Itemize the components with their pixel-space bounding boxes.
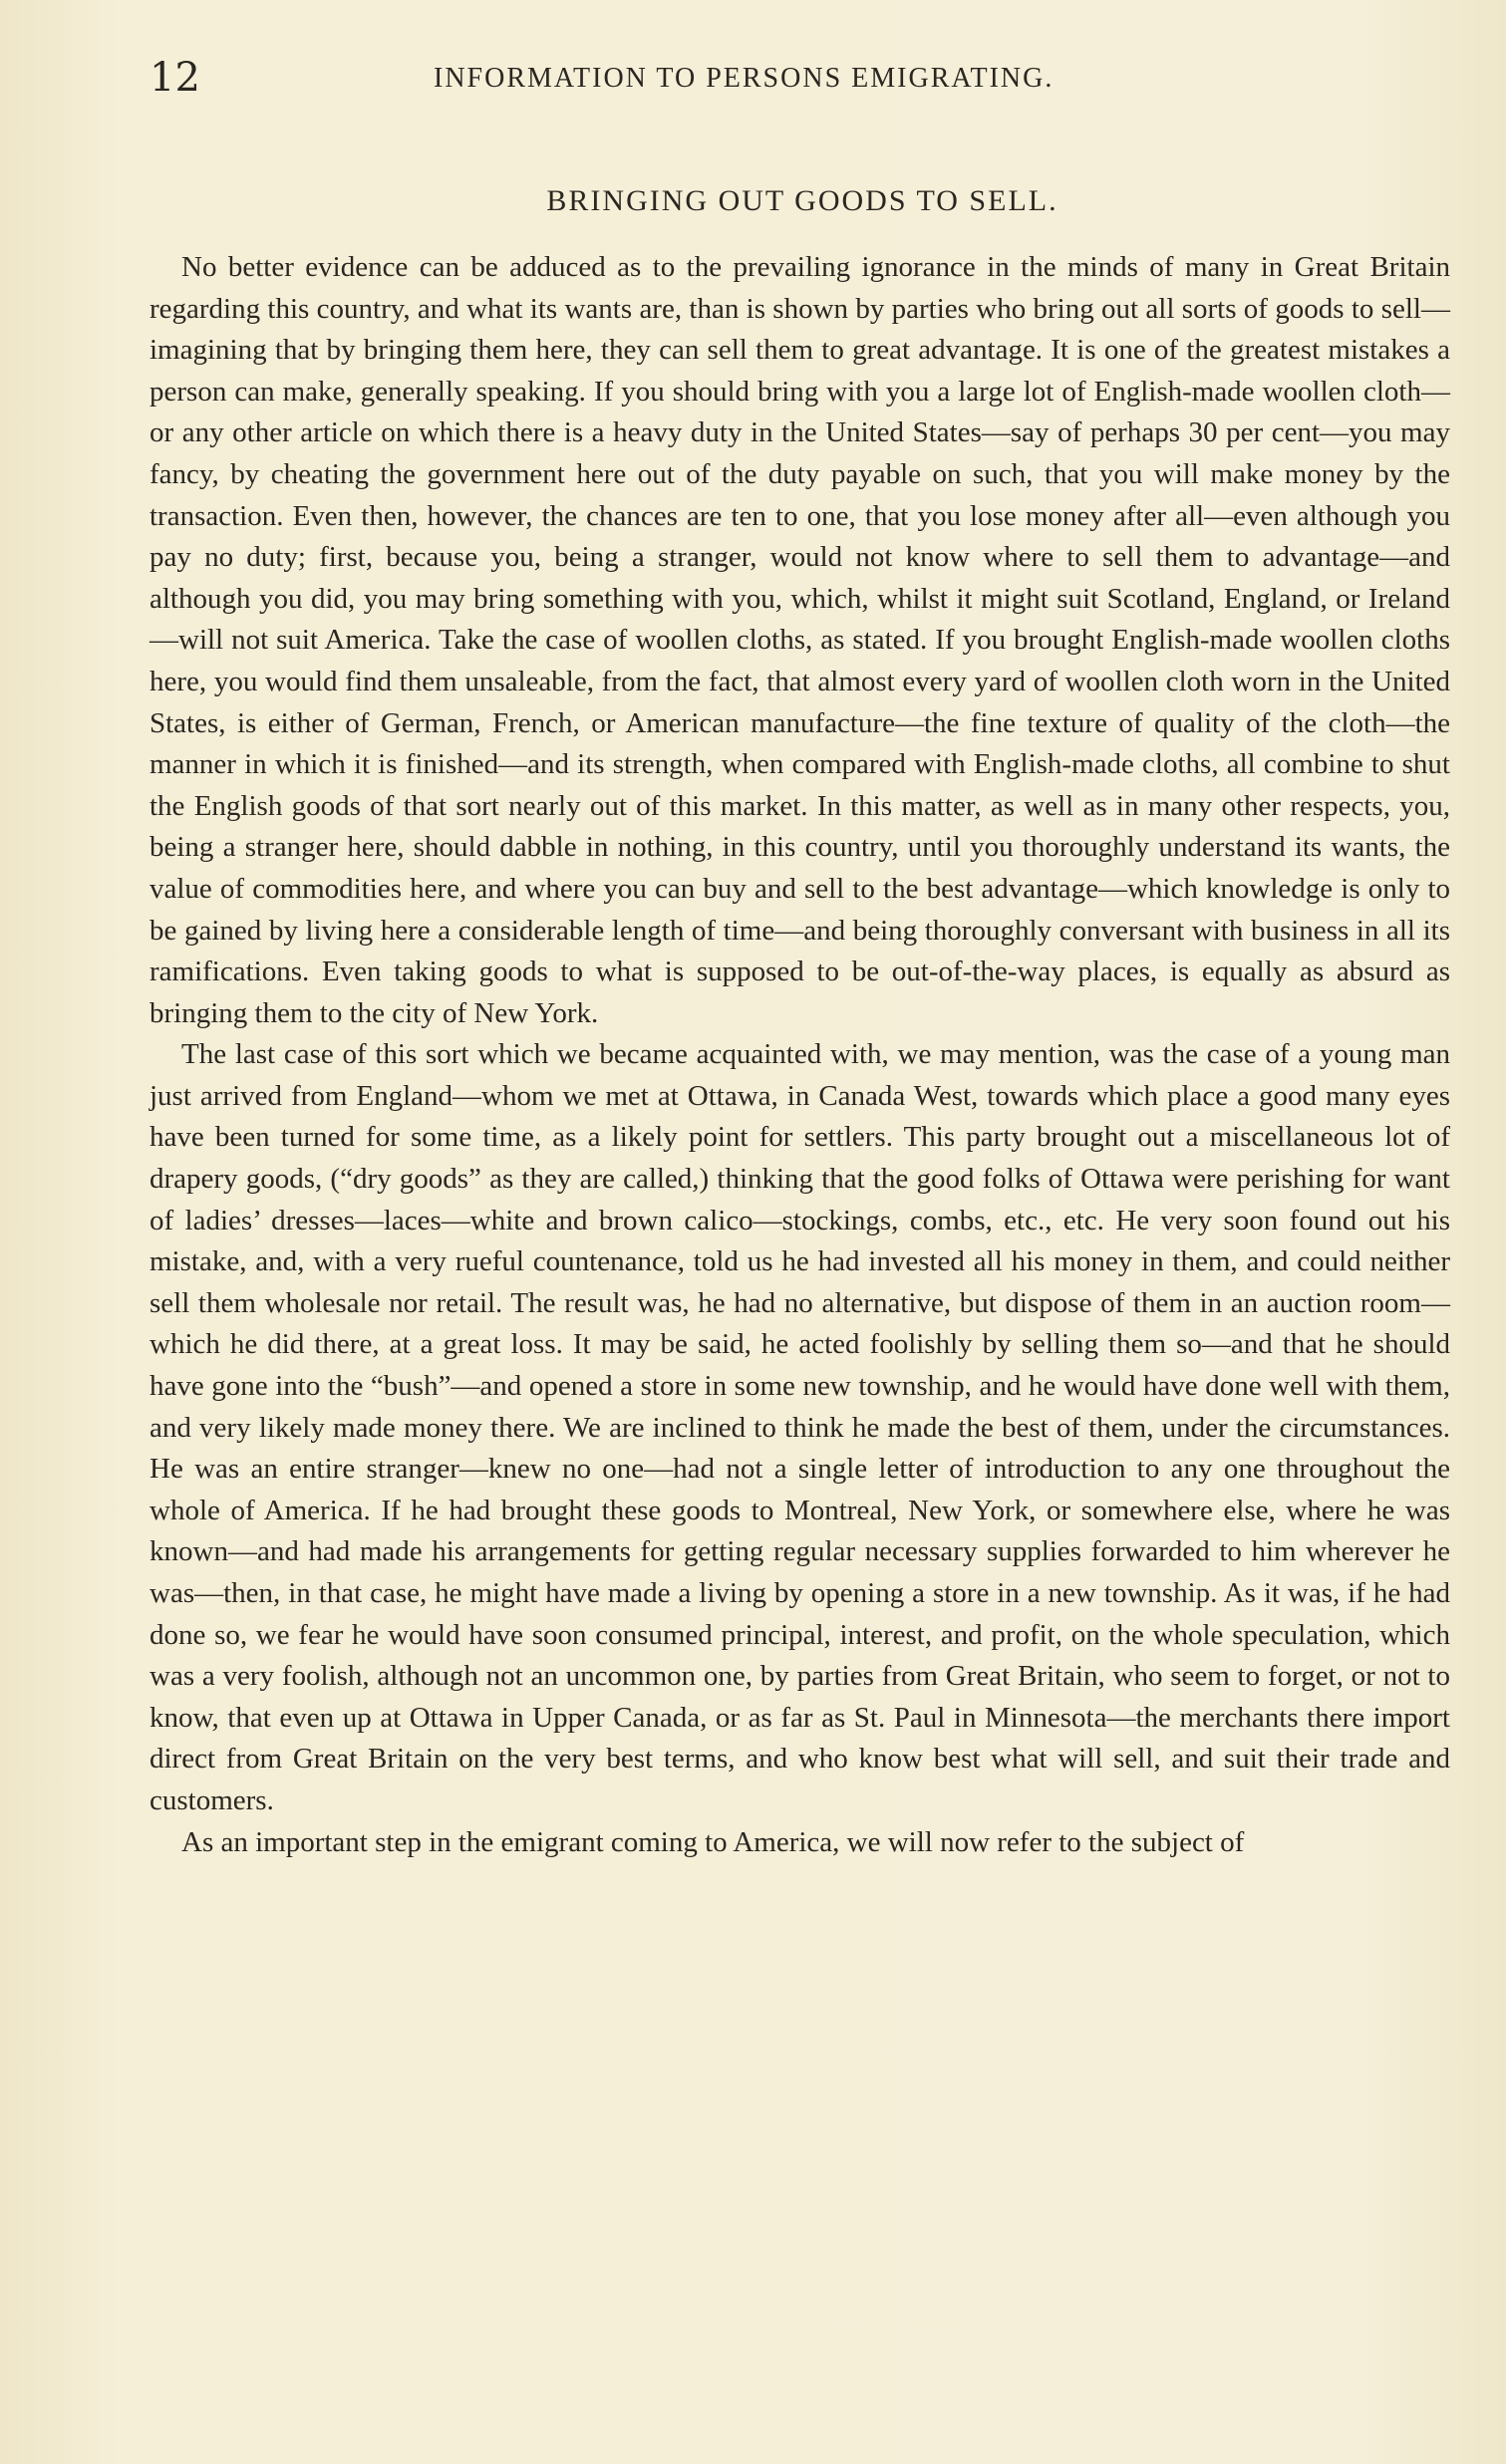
page-number: 12 bbox=[150, 55, 200, 101]
section-heading: BRINGING OUT GOODS TO SELL. bbox=[546, 184, 1058, 217]
body-text bbox=[150, 247, 1450, 1863]
paragraph: The last case of this sort which we became acquainted with, we may mention, was the case of a young man just arrived from England—whom we met at Ottawa, in Canada West, towards which place a good many eyes have been turned for some time, as a likely point for settlers. This party brought out a miscellaneous lot of drapery goods, (“dry goods” as they are called,) thinking that the good folks of Ottawa were perishing for want of ladies’ dresses—laces—white and brown calico—stockings, combs, etc., etc. He very soon found out his mistake, and, with a very rueful countenance, told us he had invested all his money in them, and could neither sell them wholesale nor retail. The result was, he had no alternative, but dispose of them in an auction room—which he did there, at a great loss. It may be said, he acted foolishly by selling them so—and that he should have gone into the “bush”—and opened a store in some new township, and he would have done well with them, and very likely made money there. We are inclined to think he made the best of them, under the circumstances. He was an entire stranger—knew no one—had not a single letter of introduction to any one throughout the whole of America. If he had brought these goods to Montreal, New York, or somewhere else, where he was known—and had made his arrangements for getting regular necessary supplies forwarded to him wherever he was—then, in that case, he might have made a living by opening a store in a new township. As it was, if he had done so, we fear he would have soon consumed principal, interest, and profit, on the whole speculation, which was a very foolish, although not an uncommon one, by parties from Great Britain, who seem to forget, or not to know, that even up at Ottawa in Upper Canada, or as far as St. Paul in Minnesota—the merchants there import direct from Great Britain on the very best terms, and who know best what will sell, and suit their trade and customers. bbox=[150, 1038, 1450, 1816]
running-title: INFORMATION TO PERSONS EMIGRATING. bbox=[434, 63, 1054, 94]
paragraph: As an important step in the emigrant coming to America, we will now refer to the subject of bbox=[181, 1825, 1245, 1858]
running-header bbox=[150, 55, 1445, 107]
paragraph: No better evidence can be adduced as to the prevailing ignorance in the minds of many in Great Britain regarding this country, and what its wants are, than is shown by parties who bring out all sorts of goods to sell—imagining that by bringing them here, they can sell them to great advantage. It is one of the greatest mistakes a person can make, generally speaking. If you should bring with you a large lot of English-made woollen cloth—or any other article on which there is a heavy duty in the United States—say of perhaps 30 per cent—you may fancy, by cheating the government here out of the duty payable on such, that you will make money by the transaction. Even then, however, the chances are ten to one, that you lose money after all—even although you pay no duty; first, because you, being a stranger, would not know where to sell them to advantage—and although you did, you may bring something with you, which, whilst it might suit Scotland, England, or Ireland—will not suit America. Take the case of woollen cloths, as stated. If you brought English-made woollen cloths here, you would find them unsaleable, from the fact, that almost every yard of woollen cloth worn in the United States, is either of German, French, or American manufacture—the fine texture of quality of the cloth—the manner in which it is finished—and its strength, when compared with English-made cloths, all combine to shut the English goods of that sort nearly out of this market. In this matter, as well as in many other respects, you, being a stranger here, should dabble in nothing, in this country, until you thoroughly understand its wants, the value of commodities here, and where you can buy and sell to the best advantage—which knowledge is only to be gained by living here a considerable length of time—and being thoroughly conversant with business in all its ramifications. Even taking goods to what is supposed to be out-of-the-way places, is equally as absurd as bringing them to the city of New York. bbox=[150, 251, 1450, 1029]
